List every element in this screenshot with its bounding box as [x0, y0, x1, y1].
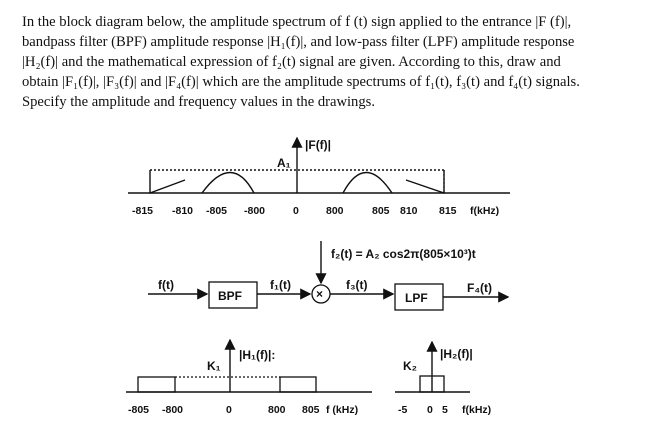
bpf-gain-label: K₁ [207, 359, 221, 373]
bpf-response-title: |H₁(f)|: [239, 348, 276, 362]
problem-line-5: Specify the amplitude and frequency values in the drawings. [22, 94, 375, 110]
bpf-passband-negative [138, 377, 175, 392]
problem-line-4: obtain |F₁(f)|, |F₃(f)| and |F₄(f)| which are the amplitude spectrums of f₁(t), f₃(t) and f₄(t) signals. [22, 74, 580, 90]
bpf-label: BPF [218, 289, 242, 303]
bpf-passband-positive [280, 377, 316, 392]
tick-label: 805 [372, 205, 390, 217]
mixer-symbol: × [316, 287, 324, 301]
tick-label: -815 [132, 205, 154, 217]
problem-line-1: In the block diagram below, the amplitude spectrum of f (t) sign applied to the entrance |F (f)|, [22, 14, 572, 30]
tick-label: 815 [439, 205, 457, 217]
input-spectrum-plot [128, 138, 510, 217]
tick-label: 805 [302, 404, 320, 416]
tick-label: 0 [427, 404, 433, 416]
system-block-diagram [148, 241, 508, 310]
f2-expression: f₂(t) = A₂ cos2π(805×10³)t [331, 247, 476, 261]
lpf-response-title: |H₂(f)| [440, 347, 473, 361]
tick-label: -5 [398, 404, 408, 416]
spectrum-right-arc [343, 173, 392, 194]
spectrum-left-arc [202, 173, 254, 194]
spectrum-right-triangle [406, 170, 444, 193]
tick-label: 5 [442, 404, 448, 416]
f1-signal-label: f₁(t) [270, 278, 291, 292]
tick-label: 800 [326, 205, 344, 217]
amplitude-label: A₁ [277, 156, 291, 170]
tick-label: -800 [244, 205, 266, 217]
tick-label: -805 [206, 205, 228, 217]
problem-line-2: bandpass filter (BPF) amplitude response |H₁(f)|, and low-pass filter (LPF) amplitude response [22, 34, 575, 50]
input-spectrum-title: |F(f)| [305, 138, 332, 152]
bpf-response-plot [126, 340, 372, 416]
tick-label: -805 [128, 404, 150, 416]
lpf-label: LPF [405, 291, 428, 305]
axis-unit-label: f (kHz) [326, 404, 359, 416]
lpf-response-plot [395, 342, 491, 416]
problem-line-3: |H₂(f)| and the mathematical expression of f₂(t) signal are given. According to this, draw and [22, 54, 561, 70]
tick-label: 810 [400, 205, 418, 217]
tick-label: -800 [162, 404, 184, 416]
axis-unit-label: f(kHz) [462, 404, 492, 416]
output-signal-label: F₄(t) [467, 281, 493, 295]
tick-label: 0 [293, 205, 299, 217]
f3-signal-label: f₃(t) [346, 278, 368, 292]
spectrum-left-triangle [150, 170, 185, 193]
lpf-gain-label: K₂ [403, 359, 417, 373]
tick-label: 800 [268, 404, 286, 416]
tick-label: -810 [172, 205, 194, 217]
axis-unit-label: f(kHz) [470, 205, 500, 217]
tick-label: 0 [226, 404, 232, 416]
input-signal-label: f(t) [158, 278, 174, 292]
